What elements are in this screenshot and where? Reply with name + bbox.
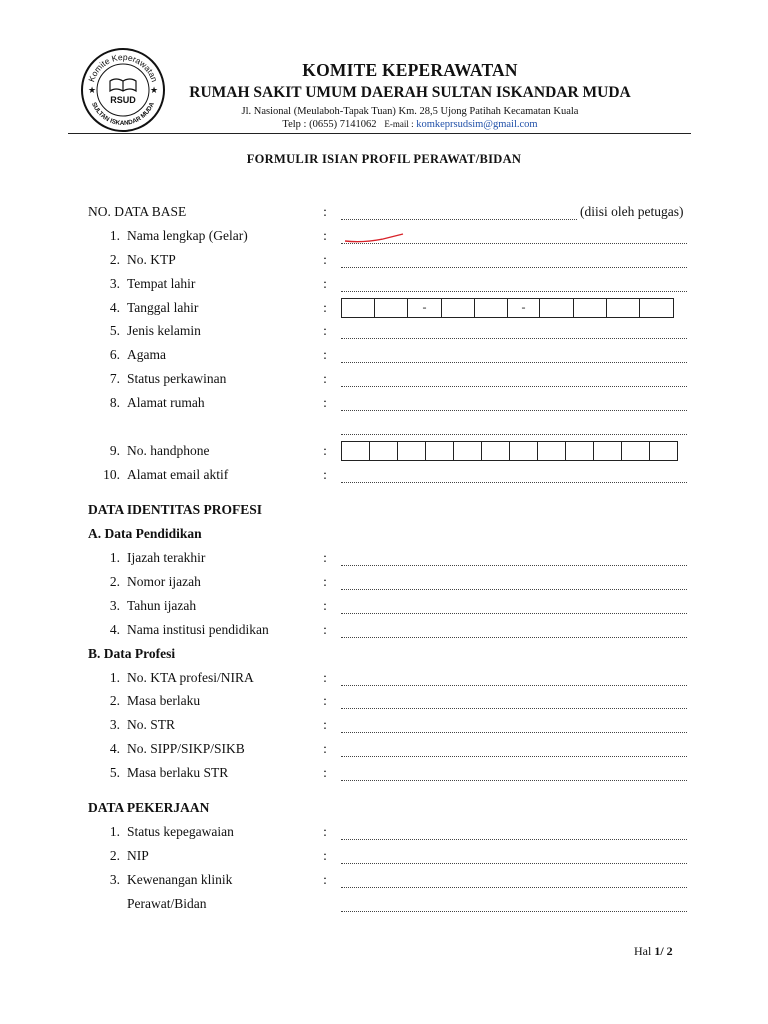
section-title-profesi: DATA IDENTITAS PROFESI: [88, 502, 263, 517]
row-database: [0, 201, 768, 223]
item-number: 8.: [109, 395, 120, 410]
colon: :: [323, 741, 327, 756]
phone-digit-box[interactable]: [398, 442, 426, 460]
colon: :: [323, 872, 327, 887]
field-label: Jenis kelamin: [127, 323, 201, 338]
date-digit-box[interactable]: [342, 299, 375, 317]
row-gender: [0, 320, 768, 342]
phone-digit-box[interactable]: [342, 442, 370, 460]
field-label: Masa berlaku STR: [127, 765, 229, 780]
marital-status-field[interactable]: [341, 368, 687, 387]
row-pendidikan-title: [0, 523, 768, 545]
handphone-boxes: [341, 441, 678, 461]
item-number: 1.: [109, 228, 120, 243]
email-link[interactable]: komkeprsudsim@gmail.com: [416, 119, 538, 130]
row-home-address-cont: [0, 416, 768, 438]
email-field[interactable]: [341, 464, 687, 483]
row-institusi: [0, 619, 768, 641]
logo-arc-bottom-text: SULTAN ISKANDAR MUDA: [90, 101, 156, 128]
item-number: 1.: [109, 824, 120, 839]
row-kta: [0, 667, 768, 689]
row-home-address: [0, 392, 768, 414]
date-digit-box[interactable]: [640, 299, 673, 317]
section-title-pekerjaan: DATA PEKERJAAN: [88, 800, 210, 815]
item-number: 5.: [109, 765, 120, 780]
page-number: [634, 944, 673, 959]
item-number: 3.: [109, 598, 120, 613]
colon: :: [323, 371, 327, 386]
colon: :: [323, 550, 327, 565]
database-note: (diisi oleh petugas): [580, 204, 684, 219]
item-number: 1.: [109, 670, 120, 685]
row-kewenangan-cont: [0, 893, 768, 915]
item-number: 2.: [109, 252, 120, 267]
item-number: 4.: [109, 741, 120, 756]
field-label-continuation: Perawat/Bidan: [127, 896, 207, 911]
birthdate-boxes: [341, 298, 674, 318]
item-number: 5.: [109, 323, 120, 338]
item-number: 1.: [109, 550, 120, 565]
item-number: 2.: [109, 693, 120, 708]
page-prefix: Hal: [634, 944, 652, 958]
home-address-field[interactable]: [341, 392, 687, 411]
colon: :: [323, 765, 327, 780]
str-field[interactable]: [341, 714, 687, 733]
colon: :: [323, 228, 327, 243]
item-number: 4.: [109, 300, 120, 315]
colon: :: [323, 443, 327, 458]
item-number: 3.: [109, 276, 120, 291]
colon: :: [323, 467, 327, 482]
field-label: Alamat email aktif: [127, 467, 229, 482]
row-section-profesi: [0, 499, 768, 521]
row-status-kepegawaian: [0, 821, 768, 843]
colon: :: [323, 717, 327, 732]
kewenangan-field[interactable]: [341, 869, 687, 888]
item-number: 9.: [109, 443, 120, 458]
field-label: Nama institusi pendidikan: [127, 622, 269, 637]
field-label: No. KTA profesi/NIRA: [127, 670, 254, 685]
date-digit-box[interactable]: [540, 299, 574, 317]
row-birthplace: [0, 273, 768, 295]
row-tahun-ijazah: [0, 595, 768, 617]
item-number: 3.: [109, 872, 120, 887]
item-number: 3.: [109, 717, 120, 732]
colon: :: [323, 204, 327, 219]
field-label: Masa berlaku: [127, 693, 201, 708]
phone-text: Telp : (0655) 7141062: [282, 119, 377, 130]
row-nomor-ijazah: [0, 571, 768, 593]
contact-line: [160, 119, 660, 130]
colon: :: [323, 824, 327, 839]
phone-digit-box[interactable]: [566, 442, 594, 460]
row-ijazah-terakhir: [0, 547, 768, 569]
hospital-address: Jl. Nasional (Meulaboh-Tapak Tuan) Km. 28,5 Ujong Patihah Kecamatan Kuala: [241, 106, 579, 117]
phone-digit-box[interactable]: [538, 442, 566, 460]
field-label: Status perkawinan: [127, 371, 227, 386]
row-marital-status: [0, 368, 768, 390]
field-label: No. KTP: [127, 252, 176, 267]
phone-digit-box[interactable]: [650, 442, 677, 460]
sipp-field[interactable]: [341, 738, 687, 757]
colon: :: [323, 276, 327, 291]
field-label: Nomor ijazah: [127, 574, 201, 589]
field-label: No. STR: [127, 717, 176, 732]
phone-digit-box[interactable]: [454, 442, 482, 460]
date-digit-box[interactable]: [574, 299, 607, 317]
colon: :: [323, 848, 327, 863]
colon: :: [323, 252, 327, 267]
field-label: Agama: [127, 347, 166, 362]
item-number: 7.: [109, 371, 120, 386]
row-nip: [0, 845, 768, 867]
row-masa-berlaku: [0, 690, 768, 712]
field-label: Tanggal lahir: [127, 300, 199, 315]
nip-field[interactable]: [341, 845, 687, 864]
colon: :: [323, 670, 327, 685]
open-book-icon: [110, 79, 136, 91]
date-separator: -: [508, 299, 540, 317]
row-sipp: [0, 738, 768, 760]
field-label: No. handphone: [127, 443, 210, 458]
item-number: 2.: [109, 574, 120, 589]
colon: :: [323, 574, 327, 589]
phone-digit-box[interactable]: [594, 442, 622, 460]
institusi-field[interactable]: [341, 619, 687, 638]
masa-berlaku-str-field[interactable]: [341, 762, 687, 781]
home-address-field-line2[interactable]: [341, 416, 687, 435]
row-religion: [0, 344, 768, 366]
phone-digit-box[interactable]: [482, 442, 510, 460]
birthplace-field[interactable]: [341, 273, 687, 292]
date-digit-box[interactable]: [607, 299, 640, 317]
subsection-title-profesi: B. Data Profesi: [88, 646, 176, 661]
masa-berlaku-field[interactable]: [341, 690, 687, 709]
row-profesi-title: [0, 643, 768, 665]
colon: :: [323, 347, 327, 362]
item-number: 2.: [109, 848, 120, 863]
phone-digit-box[interactable]: [622, 442, 650, 460]
logo-rsud-text: RSUD: [110, 95, 136, 105]
colon: :: [323, 300, 327, 315]
row-email: [0, 464, 768, 486]
ijazah-terakhir-field[interactable]: [341, 547, 687, 566]
star-icon: ★: [150, 85, 159, 95]
item-number: 10.: [103, 467, 120, 482]
item-number: 6.: [109, 347, 120, 362]
nomor-ijazah-field[interactable]: [341, 571, 687, 590]
status-kepegawaian-field[interactable]: [341, 821, 687, 840]
kta-field[interactable]: [341, 667, 687, 686]
religion-field[interactable]: [341, 344, 687, 363]
phone-digit-box[interactable]: [510, 442, 538, 460]
subsection-title-pendidikan: A. Data Pendidikan: [88, 526, 202, 541]
field-label: Alamat rumah: [127, 395, 205, 410]
date-separator: -: [408, 299, 442, 317]
colon: :: [323, 598, 327, 613]
date-digit-box[interactable]: [442, 299, 475, 317]
field-label: Tempat lahir: [127, 276, 196, 291]
colon: :: [323, 693, 327, 708]
row-pekerjaan-title: [0, 797, 768, 819]
row-masa-berlaku-str: [0, 762, 768, 784]
phone-digit-box[interactable]: [426, 442, 454, 460]
kewenangan-field-line2[interactable]: [341, 893, 687, 912]
row-str: [0, 714, 768, 736]
field-label: Status kepegawaian: [127, 824, 234, 839]
form-title: FORMULIR ISIAN PROFIL PERAWAT/BIDAN: [246, 152, 522, 166]
field-label: Nama lengkap (Gelar): [127, 228, 248, 243]
letterhead: [0, 0, 768, 140]
red-pen-stroke: [343, 232, 405, 244]
field-label: No. SIPP/SIKP/SIKB: [127, 741, 245, 756]
colon: :: [323, 622, 327, 637]
row-kewenangan: [0, 869, 768, 891]
phone-digit-box[interactable]: [370, 442, 398, 460]
field-label: NIP: [127, 848, 149, 863]
colon: :: [323, 323, 327, 338]
colon: :: [323, 395, 327, 410]
rsud-logo: [80, 47, 166, 133]
svg-text:Komite Keperawatan: [86, 52, 160, 84]
header-divider: [68, 133, 691, 134]
star-icon: ★: [88, 85, 97, 95]
row-ktp: [0, 249, 768, 271]
email-label: E-mail :: [384, 119, 414, 129]
field-label: Kewenangan klinik: [127, 872, 233, 887]
date-digit-box[interactable]: [375, 299, 408, 317]
tahun-ijazah-field[interactable]: [341, 595, 687, 614]
row-birthdate: [0, 297, 768, 319]
database-label: NO. DATA BASE: [88, 204, 187, 219]
gender-field[interactable]: [341, 320, 687, 339]
ktp-field[interactable]: [341, 249, 687, 268]
committee-title: KOMITE KEPERAWATAN: [302, 60, 518, 80]
field-label: Tahun ijazah: [127, 598, 197, 613]
logo-arc-top-text: Komite Keperawatan: [86, 51, 160, 84]
field-label: Ijazah terakhir: [127, 550, 206, 565]
hospital-name: RUMAH SAKIT UMUM DAERAH SULTAN ISKANDAR MUDA: [189, 84, 631, 101]
database-field[interactable]: [341, 201, 577, 220]
item-number: 4.: [109, 622, 120, 637]
page-value: 1/ 2: [654, 944, 673, 958]
row-handphone: [0, 440, 768, 462]
date-digit-box[interactable]: [475, 299, 508, 317]
